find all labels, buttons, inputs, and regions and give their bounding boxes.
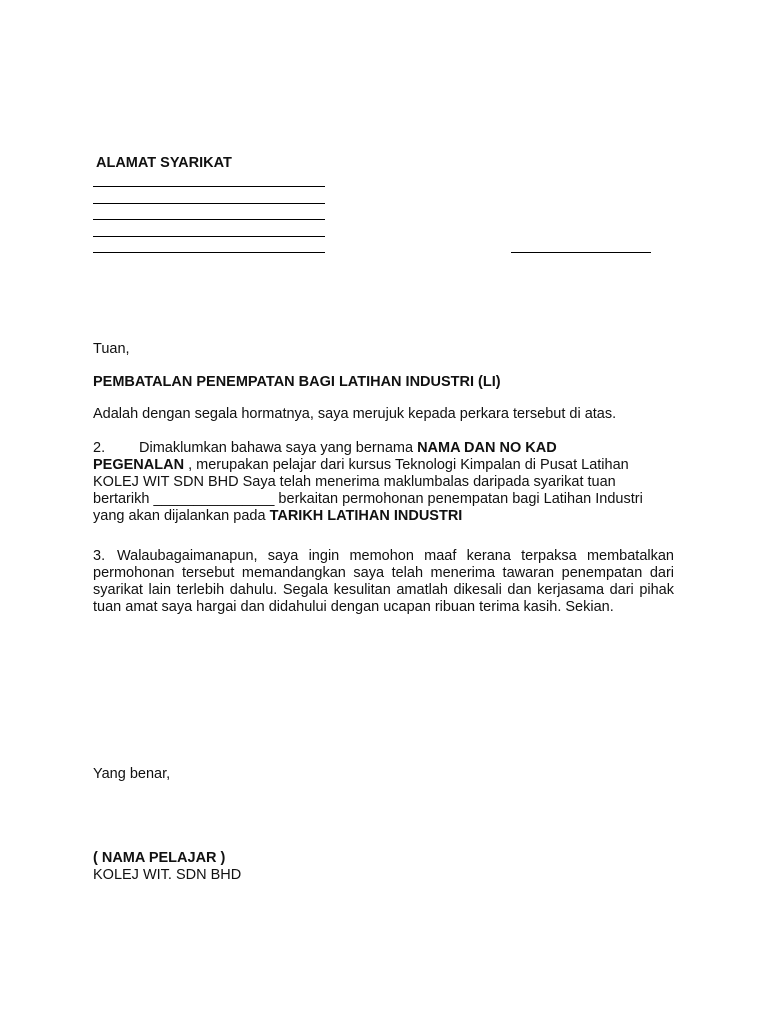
intro-paragraph: Adalah dengan segala hormatnya, saya merujuk kepada perkara tersebut di atas. [93,406,617,422]
student-id-placeholder: PEGENALAN [93,457,185,473]
address-line-1 [93,186,325,187]
salutation: Tuan, [93,341,130,357]
paragraph-2-line-1: 2. Dimaklumkan bahawa saya yang bernama NAMA DAN NO KAD [93,440,557,456]
paragraph-3-number: 3. [93,548,106,564]
address-line-4 [93,236,325,237]
paragraph-3-text: Walaubagaimanapun, saya ingin memohon maaf kerana terpaksa membatalkan permohonan tersebut memandangkan saya telah menerima tawaran penempatan dari syarikat lain terlebih dahulu. Segala kesulitan amatlah dikesali dan kerjasama dari pihak tuan amat saya hargai dan didahului dengan ucapan ribuan terima kasih. Sekian. [93,548,674,615]
address-heading: ALAMAT SYARIKAT [96,155,232,171]
paragraph-2-line-5: yang akan dijalankan pada TARIKH LATIHAN INDUSTRI [93,508,463,524]
student-name-placeholder: NAMA DAN NO KAD [417,440,557,456]
address-line-2 [93,203,325,204]
paragraph-2-number: 2. [93,440,106,456]
paragraph-2-line-2: PEGENALAN , merupakan pelajar dari kursus Teknologi Kimpalan di Pusat Latihan [93,457,629,473]
address-line-3 [93,219,325,220]
paragraph-2 [93,440,674,525]
subject-line: PEMBATALAN PENEMPATAN BAGI LATIHAN INDUSTRI (LI) [93,374,501,390]
address-line-5 [93,252,325,253]
signature-name: ( NAMA PELAJAR ) [93,850,226,866]
signature-org: KOLEJ WIT. SDN BHD [93,867,242,883]
date-line [511,252,651,253]
paragraph-3 [93,548,674,616]
paragraph-2-line-3: KOLEJ WIT SDN BHD Saya telah menerima maklumbalas daripada syarikat tuan [93,474,616,490]
closing: Yang benar, [93,766,171,782]
training-date-placeholder: TARIKH LATIHAN INDUSTRI [269,508,463,524]
paragraph-2-line-4: bertarikh _______________ berkaitan permohonan penempatan bagi Latihan Industri [93,491,643,507]
